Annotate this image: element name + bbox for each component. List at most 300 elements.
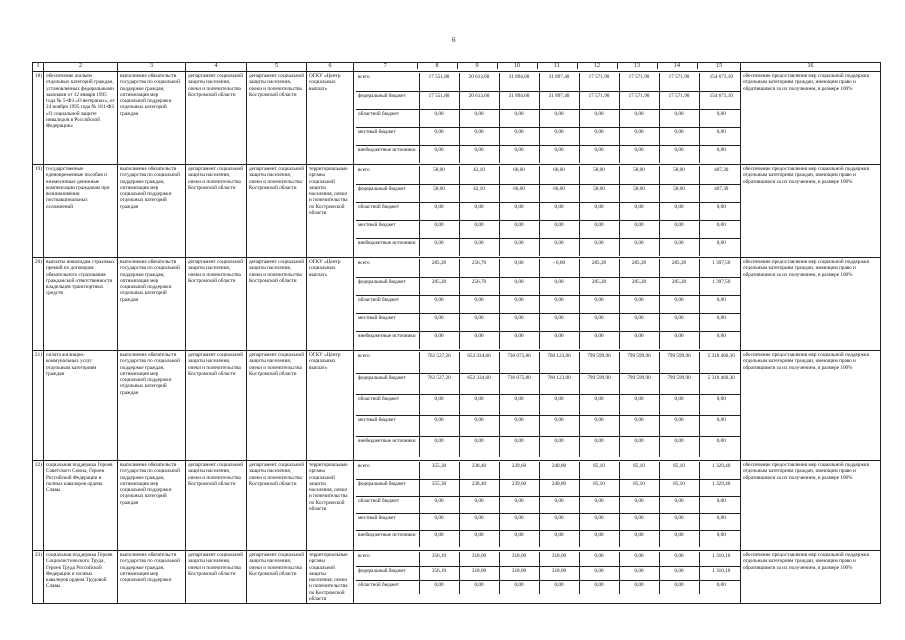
row-name: социальная поддержка Героев Советского Союза, Героев Российской Федерации и полных кавалеров ордена Славы	[44, 461, 118, 551]
funding-value: 0,00	[659, 513, 699, 530]
funding-value: 0,00	[539, 295, 579, 313]
funding-value: 0,00	[699, 202, 741, 220]
row-num: 19)	[33, 165, 44, 258]
program-row	[33, 72, 881, 165]
funding-value: 0,00	[716, 332, 726, 339]
header-cell: 13	[617, 63, 657, 69]
funding-value: 285,20	[419, 259, 459, 277]
funding-value: 0,00	[579, 530, 619, 547]
row-task: выполнение обязательств государства по социальной поддержке граждан, оптимизация мер социальной поддержки отдельных категорий граждан	[118, 72, 186, 165]
funding-value: 0,00	[459, 394, 499, 415]
funding-source: федеральный бюджет	[356, 373, 419, 394]
funding-value: 58,00	[619, 184, 659, 202]
funding-value: 0,00	[499, 202, 539, 220]
funding-value: 0,00	[419, 202, 459, 220]
funding-source: местный бюджет	[356, 513, 419, 530]
funding-value: 66,60	[499, 166, 539, 184]
funding-value: 0,00	[459, 295, 499, 313]
funding-source: местный бюджет	[356, 313, 419, 331]
funding-value: 17 571,90	[619, 73, 659, 91]
funding-line	[356, 331, 741, 349]
funding-line	[356, 462, 741, 479]
funding-value: 652 334,60	[459, 373, 499, 394]
row-participant: ОГКУ «Центр социальных выплат»	[307, 72, 354, 165]
funding-source: всего	[356, 259, 419, 277]
row-participant: ОГКУ «Центр социальных выплат»	[307, 351, 354, 461]
funding-value: 0,00	[699, 513, 741, 530]
funding-value: 0,00	[579, 513, 619, 530]
funding-line	[356, 373, 741, 394]
funding-value: 0,00	[659, 566, 699, 580]
row-result: обеспечение предоставления мер социальной поддержки отдельным категориям граждан, имеющим право и обратившимся за их получением, в размере 100%	[741, 258, 881, 351]
funding-value: 85,10	[579, 462, 619, 479]
funding-line	[356, 202, 741, 220]
funding-value: 0,00	[499, 238, 539, 256]
row-name: оплата жилищно-коммунальных услуг отдельным категориям граждан	[44, 351, 118, 461]
funding-source: местный бюджет	[356, 220, 419, 238]
funding-value: 0,00	[619, 331, 659, 349]
funding-value: 42,10	[459, 184, 499, 202]
funding-value: 0,00	[499, 313, 539, 331]
funding-value: 0,00	[659, 530, 699, 547]
funding-value: 0,00	[716, 239, 726, 246]
funding-value: 799 599,90	[659, 373, 699, 394]
funding-value: 0,00	[579, 415, 619, 436]
funding-value: 0,00	[699, 415, 741, 436]
header-cell: 6	[307, 63, 354, 72]
funding-value: 5 310 460,30	[699, 373, 741, 394]
funding-line	[356, 127, 741, 145]
funding-value: 0,00	[619, 530, 659, 547]
row-participant: ОГКУ «Центр социальных выплат»	[307, 258, 354, 351]
funding-value: 0,00	[459, 220, 499, 238]
funding-block	[354, 165, 741, 258]
funding-value: 0,00	[499, 127, 539, 145]
header-cell: 8	[417, 63, 457, 69]
funding-value: 0,00	[579, 145, 619, 163]
funding-value: 0,00	[579, 436, 619, 457]
funding-value: 0,00	[659, 295, 699, 313]
funding-line	[356, 166, 741, 184]
funding-value: 799 599,90	[579, 352, 619, 373]
funding-source: федеральный бюджет	[356, 91, 419, 109]
funding-value: 0,00	[716, 146, 726, 153]
funding-value: 0,00	[716, 531, 726, 538]
funding-value: 1 310,10	[699, 566, 741, 580]
funding-value: 0,00	[659, 436, 699, 457]
header-cell: 11	[537, 63, 577, 69]
funding-value: 85,10	[619, 479, 659, 496]
funding-value: 0,00	[459, 513, 499, 530]
funding-value: 31 894,60	[499, 73, 539, 91]
row-coexec: департамент социальной защиты населения, опеки и попечительства Костромской области	[186, 258, 247, 351]
funding-value: 0,00	[459, 436, 499, 457]
funding-value: 0,00	[619, 109, 659, 127]
funding-value: 0,00	[419, 220, 459, 238]
row-coexec: департамент социальной защиты населения, опеки и попечительства Костромской области	[186, 461, 247, 551]
funding-value: 0,00	[459, 238, 499, 256]
funding-value: 0,00	[419, 127, 459, 145]
funding-line	[356, 530, 741, 547]
funding-value: 0,00	[699, 295, 741, 313]
funding-value: 0,00	[619, 202, 659, 220]
funding-value: 0,00	[459, 127, 499, 145]
funding-value: 799 599,90	[659, 352, 699, 373]
funding-value: 0,00	[716, 581, 726, 588]
funding-value: 0,00	[579, 552, 619, 566]
funding-value: 318,00	[459, 552, 499, 566]
funding-value: 0,00	[419, 513, 459, 530]
funding-value: 85,10	[619, 462, 659, 479]
funding-value: 85,10	[579, 479, 619, 496]
row-num: 23)	[33, 551, 44, 604]
funding-value: 0,00	[619, 127, 659, 145]
funding-value: 0,00	[619, 552, 659, 566]
funding-value: 0,00	[539, 220, 579, 238]
funding-line	[356, 513, 741, 530]
funding-value: 285,20	[579, 277, 619, 295]
funding-line	[356, 91, 741, 109]
funding-value: 0,00	[419, 415, 459, 436]
funding-block	[354, 551, 741, 604]
funding-value: 0,00	[659, 220, 699, 238]
funding-value: 0,00	[579, 313, 619, 331]
row-result: обеспечение предоставления мер социальной поддержки отдельным категориям граждан, имеющим право и обратившимся за их получением, в размере 100%	[741, 72, 881, 165]
row-task: выполнение обязательств государства по социальной поддержке граждан, оптимизация мер социальной поддержки отдельных категорий граждан	[118, 351, 186, 461]
funding-source: всего	[356, 73, 419, 91]
funding-source: внебюджетные источники	[356, 145, 419, 163]
header-cell: 4	[186, 63, 247, 72]
funding-value: 256,70	[459, 277, 499, 295]
program-row	[33, 461, 881, 551]
funding-value: 17 551,80	[419, 73, 459, 91]
funding-value: 31 897,40	[539, 73, 579, 91]
funding-value: 239,60	[499, 462, 539, 479]
funding-value: 0,00	[539, 145, 579, 163]
funding-value: 66,60	[499, 184, 539, 202]
program-table	[32, 62, 881, 604]
funding-value: 240,80	[539, 479, 579, 496]
funding-line	[356, 436, 741, 457]
funding-value: 85,10	[659, 479, 699, 496]
funding-value: 355,30	[419, 462, 459, 479]
funding-line	[356, 394, 741, 415]
funding-value: 356,10	[419, 552, 459, 566]
funding-source: внебюджетные источники	[356, 238, 419, 256]
funding-value: 0,00	[459, 313, 499, 331]
funding-line	[356, 109, 741, 127]
funding-value: 0,00	[499, 109, 539, 127]
funding-value: 285,20	[619, 277, 659, 295]
funding-value: 0,00	[459, 109, 499, 127]
funding-value: 0,00	[619, 295, 659, 313]
funding-value: 0,00	[579, 202, 619, 220]
funding-block	[354, 461, 741, 551]
funding-source: всего	[356, 462, 419, 479]
funding-value: 285,20	[419, 277, 459, 295]
funding-value: 58,00	[579, 166, 619, 184]
funding-value: 652 334,60	[459, 352, 499, 373]
header-cell: 5	[247, 63, 307, 72]
header-cell-group	[354, 63, 741, 72]
funding-value: 0,00	[419, 496, 459, 513]
funding-value: 355,30	[419, 479, 459, 496]
funding-source: внебюджетные источники	[356, 436, 419, 457]
funding-value: 0,00	[499, 259, 539, 277]
funding-value: 17 571,90	[659, 91, 699, 109]
funding-value: 0,00	[419, 109, 459, 127]
row-num: 22)	[33, 461, 44, 551]
funding-value: 285,20	[619, 259, 659, 277]
funding-value: 58,00	[619, 166, 659, 184]
funding-value: 0,00	[659, 127, 699, 145]
funding-value: 0,00	[499, 513, 539, 530]
funding-value: 0,00	[579, 127, 619, 145]
funding-line	[356, 73, 741, 91]
funding-value: 20 613,60	[459, 73, 499, 91]
funding-value: 154 673,10	[699, 73, 741, 91]
row-task: выполнение обязательств государства по социальной поддержке граждан, оптимизация мер социальной поддержки отдельных категорий граждан	[118, 165, 186, 258]
funding-value: 0,00	[619, 580, 659, 594]
funding-source: всего	[356, 166, 419, 184]
funding-value: 0,00	[539, 530, 579, 547]
funding-value: 5 310 460,30	[699, 352, 741, 373]
funding-value: 0,00	[539, 580, 579, 594]
funding-line	[356, 552, 741, 566]
funding-value: 0,00	[499, 331, 539, 349]
funding-value: 0,00	[459, 530, 499, 547]
funding-value: 0,00	[579, 220, 619, 238]
funding-value: 0,00	[499, 415, 539, 436]
header-cell: 1	[33, 63, 44, 72]
funding-value: 0,00	[539, 394, 579, 415]
funding-value: 0,00	[579, 295, 619, 313]
funding-value: 318,00	[499, 552, 539, 566]
funding-value: 1 397,50	[699, 259, 741, 277]
program-row	[33, 165, 881, 258]
funding-value: 0,00	[699, 109, 741, 127]
funding-value: 0,00	[619, 496, 659, 513]
funding-value: 318,00	[459, 566, 499, 580]
funding-line	[356, 580, 741, 594]
funding-value: 0,00	[539, 436, 579, 457]
funding-value: 799 599,90	[619, 373, 659, 394]
funding-block	[354, 351, 741, 461]
row-result: обеспечение предоставления мер социальной поддержки отдельным категориям граждан, имеющим право и обратившимся за их получением, в размере 100%	[741, 461, 881, 551]
funding-value: 0,00	[539, 238, 579, 256]
funding-value: 0,00	[419, 295, 459, 313]
funding-source: областной бюджет	[356, 394, 419, 415]
funding-value: 0,00	[459, 202, 499, 220]
funding-value: 0,00	[419, 580, 459, 594]
header-row	[33, 63, 881, 72]
funding-value: 0,00	[579, 566, 619, 580]
funding-value: 66,60	[539, 184, 579, 202]
funding-source: всего	[356, 352, 419, 373]
funding-value: 0,00	[539, 496, 579, 513]
funding-value: 0,00	[659, 238, 699, 256]
funding-source: областной бюджет	[356, 496, 419, 513]
funding-value: 0,00	[659, 394, 699, 415]
header-cell: 2	[44, 63, 118, 72]
funding-value: 238,40	[459, 462, 499, 479]
funding-value: 0,00	[539, 109, 579, 127]
funding-source: областной бюджет	[356, 109, 419, 127]
row-participant: территориальные органы социальной защиты населения, опеки и попечительства по Костромской области	[307, 461, 354, 551]
header-cell: 7	[354, 63, 417, 69]
funding-value: 0,00	[619, 513, 659, 530]
funding-value: 0,00	[419, 530, 459, 547]
funding-line	[356, 277, 741, 295]
row-coexec: департамент социальной защиты населения, опеки и попечительства Костромской области	[186, 351, 247, 461]
funding-value: 239,60	[499, 479, 539, 496]
funding-value: 407,30	[699, 166, 741, 184]
funding-value: 762 527,20	[419, 352, 459, 373]
funding-value: 0,00	[619, 145, 659, 163]
funding-value: 58,00	[659, 166, 699, 184]
row-result: обеспечение предоставления мер социальной поддержки отдельным категориям граждан, имеющим право и обратившимся за их получением, в размере 100%	[741, 351, 881, 461]
program-row	[33, 351, 881, 461]
row-resp: департамент социальной защиты населения, опеки и попечительства Костромской области	[247, 351, 307, 461]
funding-value: 0,00	[539, 513, 579, 530]
row-resp: департамент социальной защиты населения, опеки и попечительства Костромской области	[247, 258, 307, 351]
funding-value: 0,00	[699, 127, 741, 145]
funding-value: 736 075,80	[499, 373, 539, 394]
funding-value: 0,00	[579, 394, 619, 415]
row-result: обеспечение предоставления мер социальной поддержки отдельным категориям граждан, имеющим право и обратившимся за их получением, в размере 100%	[741, 551, 881, 604]
row-resp: департамент социальной защиты населения, опеки и попечительства Костромской области	[247, 461, 307, 551]
funding-value: 0,00	[659, 313, 699, 331]
row-num: 21)	[33, 351, 44, 461]
funding-value: 318,00	[539, 552, 579, 566]
header-cell: 9	[457, 63, 497, 69]
row-resp: департамент социальной защиты населения, опеки и попечительства Костромской области	[247, 551, 307, 604]
funding-source: всего	[356, 552, 419, 566]
funding-value: 256,70	[459, 259, 499, 277]
funding-value: 0,00	[619, 238, 659, 256]
funding-value: 0,00	[659, 109, 699, 127]
funding-value: 42,10	[459, 166, 499, 184]
funding-value: 0,00	[539, 415, 579, 436]
header-cell: 14	[657, 63, 697, 69]
row-name: обеспечение жильем отдельных категорий граждан, установленных федеральными законами от 12 января 1995 года № 5-ФЗ «О ветеранах», от 24 ноября 1995 года № 181-ФЗ «О социальной защите инвалидов в Российской Федерации»	[44, 72, 118, 165]
funding-value: 0,00	[659, 202, 699, 220]
funding-source: местный бюджет	[356, 415, 419, 436]
funding-value: 31 894,60	[499, 91, 539, 109]
funding-value: 31 897,40	[539, 91, 579, 109]
funding-line	[356, 415, 741, 436]
funding-value: 1 329,40	[699, 479, 741, 496]
row-coexec: департамент социальной защиты населения, опеки и попечительства Костромской области	[186, 165, 247, 258]
funding-value: 760 123,00	[539, 373, 579, 394]
funding-value: 58,00	[659, 184, 699, 202]
funding-value: 0,00	[419, 238, 459, 256]
program-row	[33, 551, 881, 604]
row-name: выплаты инвалидам страховых премий по договорам обязательного страхования гражданской ответственности владельцев транспортных средств	[44, 258, 118, 351]
funding-value: 1 397,50	[699, 277, 741, 295]
header-cell: 3	[118, 63, 186, 72]
funding-value: 0,00	[699, 496, 741, 513]
funding-value: 0,00	[539, 202, 579, 220]
funding-value: 0,00	[499, 277, 539, 295]
header-cell: 15	[716, 63, 723, 69]
funding-value: 0,00	[539, 127, 579, 145]
funding-value: - 0,00	[539, 259, 579, 277]
row-num: 18)	[33, 72, 44, 165]
funding-block	[354, 72, 741, 165]
funding-value: 356,10	[419, 566, 459, 580]
funding-value: 0,00	[659, 552, 699, 566]
funding-value: 0,00	[419, 436, 459, 457]
funding-value: 0,00	[716, 437, 726, 444]
funding-value: 0,00	[499, 220, 539, 238]
funding-value: 0,00	[579, 238, 619, 256]
funding-value: 318,00	[499, 566, 539, 580]
funding-block	[354, 258, 741, 351]
funding-value: 760 123,00	[539, 352, 579, 373]
funding-value: 285,20	[659, 259, 699, 277]
funding-value: 0,00	[699, 394, 741, 415]
funding-value: 0,00	[459, 145, 499, 163]
funding-value: 0,00	[659, 145, 699, 163]
funding-line	[356, 496, 741, 513]
funding-value: 0,00	[539, 277, 579, 295]
row-task: выполнение обязательств государства по социальной поддержке граждан, оптимизация мер социальной поддержки	[118, 551, 186, 604]
funding-value: 238,40	[459, 479, 499, 496]
funding-line	[356, 566, 741, 580]
row-resp: департамент социальной защиты населения, опеки и попечительства Костромской области	[247, 165, 307, 258]
funding-value: 17 551,80	[419, 91, 459, 109]
funding-source: областной бюджет	[356, 295, 419, 313]
funding-value: 799 599,90	[619, 352, 659, 373]
funding-value: 0,00	[459, 580, 499, 594]
funding-value: 0,00	[499, 530, 539, 547]
funding-line	[356, 313, 741, 331]
funding-source: областной бюджет	[356, 202, 419, 220]
funding-value: 0,00	[499, 436, 539, 457]
funding-value: 0,00	[579, 580, 619, 594]
header-cell: 10	[497, 63, 537, 69]
funding-value: 0,00	[579, 109, 619, 127]
funding-value: 0,00	[419, 313, 459, 331]
row-result: обеспечение предоставления мер социальной поддержки отдельным категориям граждан, имеющим право и обратившимся за их получением, в размере 100%	[741, 165, 881, 258]
funding-value: 0,00	[539, 331, 579, 349]
page-number: 6	[452, 36, 456, 44]
funding-value: 0,00	[659, 496, 699, 513]
funding-value: 0,00	[459, 331, 499, 349]
funding-value: 0,00	[499, 145, 539, 163]
funding-value: 799 599,90	[579, 373, 619, 394]
funding-value: 0,00	[619, 313, 659, 331]
funding-value: 0,00	[499, 295, 539, 313]
funding-value: 0,00	[499, 580, 539, 594]
funding-source: областной бюджет	[356, 580, 419, 594]
funding-value: 0,00	[579, 331, 619, 349]
funding-source: федеральный бюджет	[356, 277, 419, 295]
funding-source: федеральный бюджет	[356, 184, 419, 202]
funding-value: 17 571,90	[579, 73, 619, 91]
funding-value: 0,00	[499, 496, 539, 513]
funding-source: местный бюджет	[356, 127, 419, 145]
funding-value: 0,00	[619, 394, 659, 415]
funding-value: 0,00	[459, 415, 499, 436]
funding-value: 0,00	[699, 313, 741, 331]
funding-source: федеральный бюджет	[356, 566, 419, 580]
funding-line	[356, 479, 741, 496]
row-task: выполнение обязательств государства по социальной поддержке граждан, оптимизация мер социальной поддержки отдельных категорий граждан	[118, 461, 186, 551]
row-participant: территориальные органы социальной защиты населения, опеки и попечительства по Костромской области	[307, 165, 354, 258]
funding-value: 1 329,40	[699, 462, 741, 479]
